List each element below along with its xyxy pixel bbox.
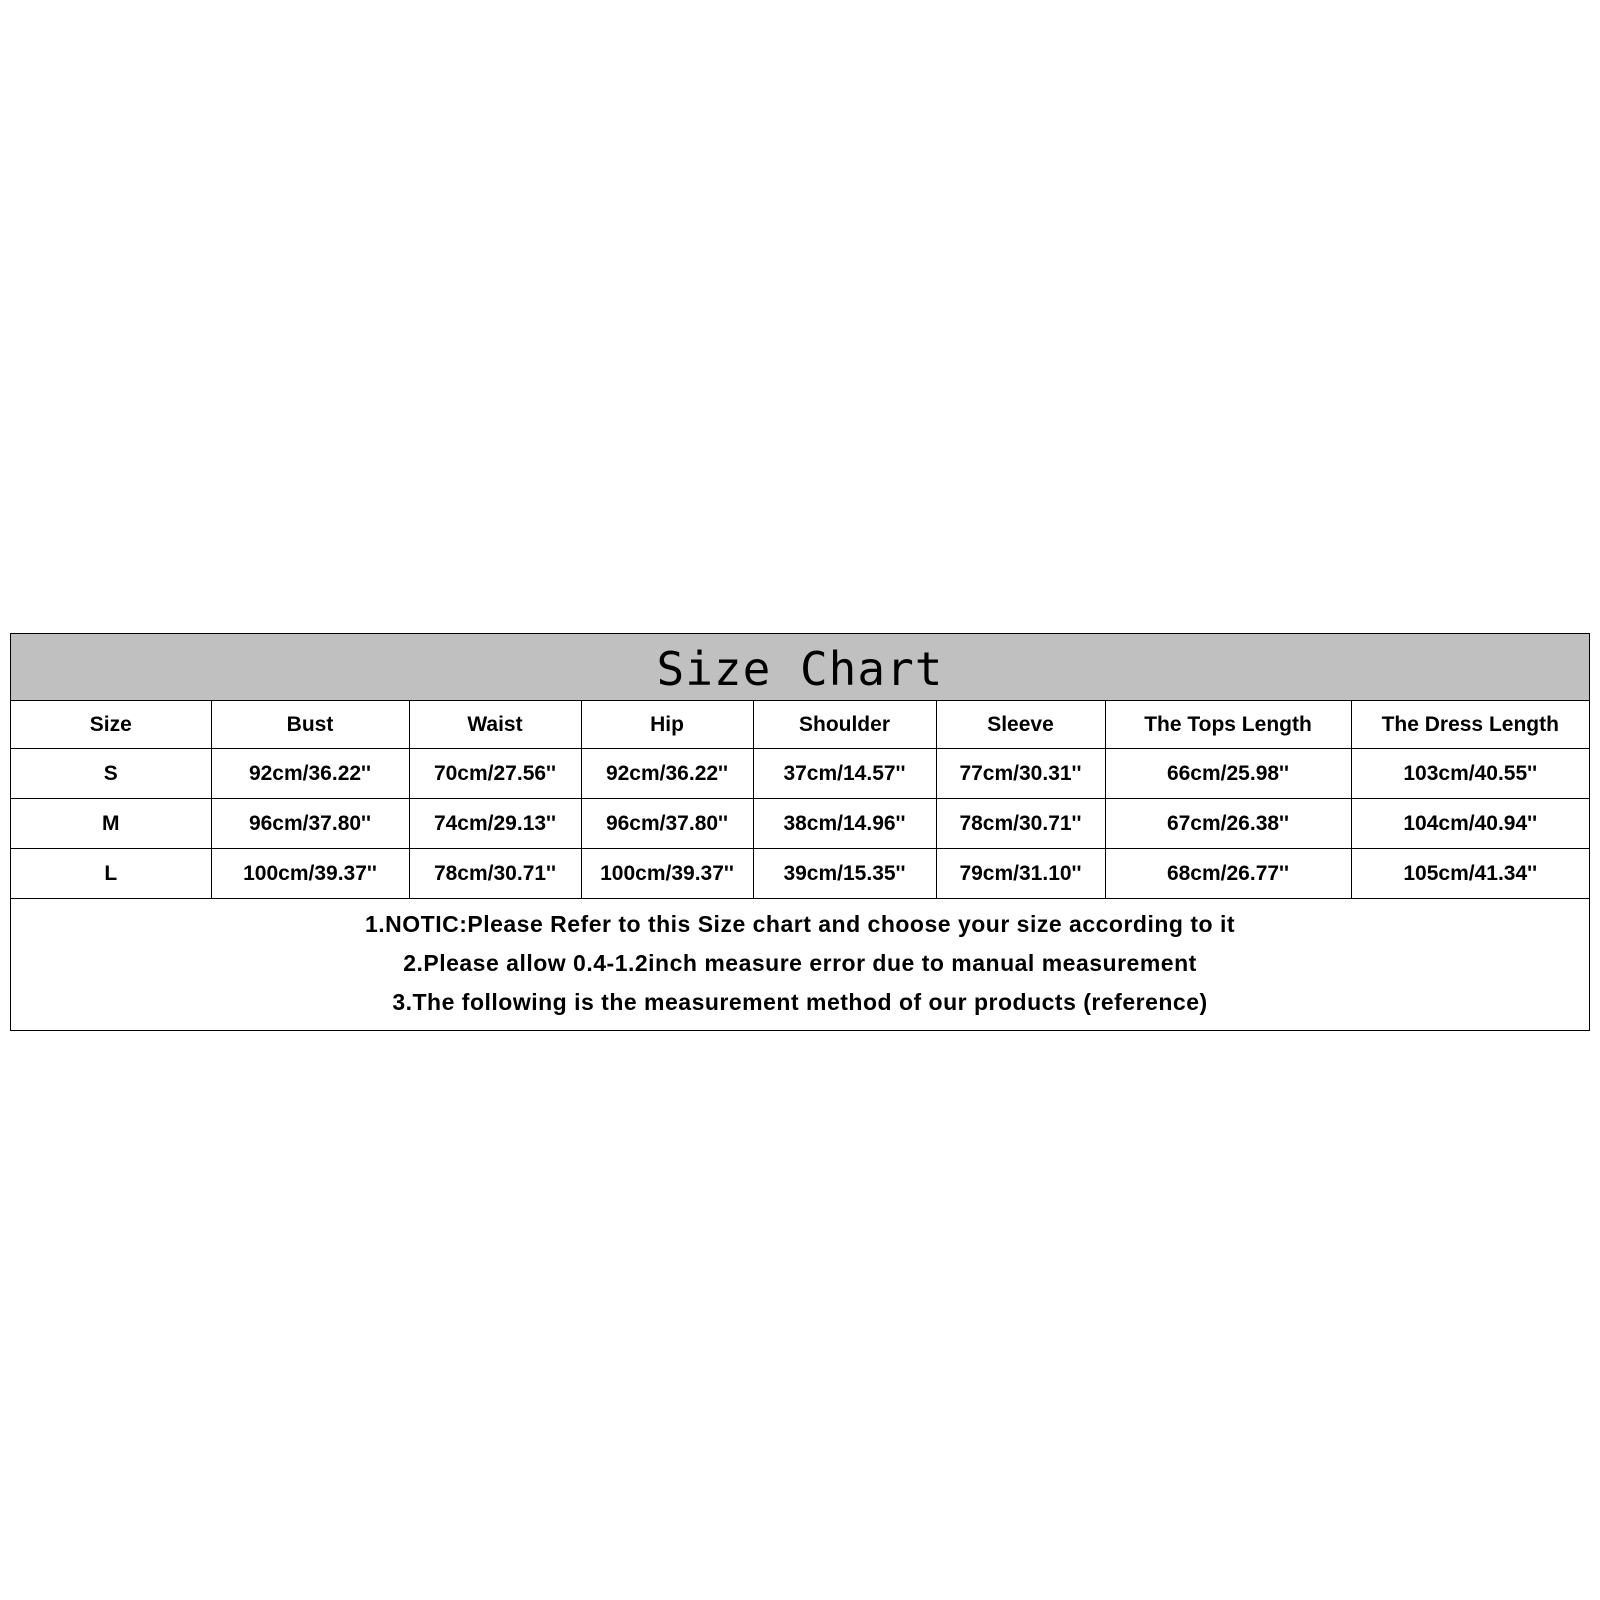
header-row — [11, 701, 1589, 749]
chart-title: Size Chart — [11, 634, 1589, 701]
header-waist: Waist — [409, 701, 581, 749]
header-sleeve: Sleeve — [936, 701, 1105, 749]
cell-bust: 96cm/37.80'' — [211, 799, 409, 849]
note-line: 1.NOTIC:Please Refer to this Size chart and choose your size according to it — [364, 911, 1236, 937]
table-row — [11, 799, 1589, 849]
header-shoulder: Shoulder — [753, 701, 936, 749]
cell-dress-length: 103cm/40.55'' — [1351, 749, 1589, 799]
cell-sleeve: 79cm/31.10'' — [936, 849, 1105, 899]
table-row — [11, 849, 1589, 899]
header-dress-length: The Dress Length — [1351, 701, 1589, 749]
size-table — [11, 701, 1589, 899]
note-line: 3.The following is the measurement method of our products (reference) — [392, 989, 1208, 1015]
cell-sleeve: 78cm/30.71'' — [936, 799, 1105, 849]
cell-sleeve: 77cm/30.31'' — [936, 749, 1105, 799]
cell-tops-length: 68cm/26.77'' — [1105, 849, 1351, 899]
cell-hip: 96cm/37.80'' — [581, 799, 753, 849]
cell-tops-length: 67cm/26.38'' — [1105, 799, 1351, 849]
cell-waist: 78cm/30.71'' — [409, 849, 581, 899]
cell-bust: 100cm/39.37'' — [211, 849, 409, 899]
cell-size: M — [11, 799, 211, 849]
header-bust: Bust — [211, 701, 409, 749]
cell-size: L — [11, 849, 211, 899]
cell-shoulder: 38cm/14.96'' — [753, 799, 936, 849]
cell-bust: 92cm/36.22'' — [211, 749, 409, 799]
note-line: 2.Please allow 0.4-1.2inch measure error due to manual measurement — [403, 950, 1197, 976]
cell-waist: 74cm/29.13'' — [409, 799, 581, 849]
cell-dress-length: 105cm/41.34'' — [1351, 849, 1589, 899]
header-size: Size — [11, 701, 211, 749]
table-row — [11, 749, 1589, 799]
cell-shoulder: 37cm/14.57'' — [753, 749, 936, 799]
cell-waist: 70cm/27.56'' — [409, 749, 581, 799]
size-chart — [10, 633, 1590, 1031]
header-hip: Hip — [581, 701, 753, 749]
cell-dress-length: 104cm/40.94'' — [1351, 799, 1589, 849]
cell-tops-length: 66cm/25.98'' — [1105, 749, 1351, 799]
cell-shoulder: 39cm/15.35'' — [753, 849, 936, 899]
cell-hip: 92cm/36.22'' — [581, 749, 753, 799]
cell-hip: 100cm/39.37'' — [581, 849, 753, 899]
header-tops-length: The Tops Length — [1105, 701, 1351, 749]
cell-size: S — [11, 749, 211, 799]
notes-section — [11, 899, 1589, 1030]
